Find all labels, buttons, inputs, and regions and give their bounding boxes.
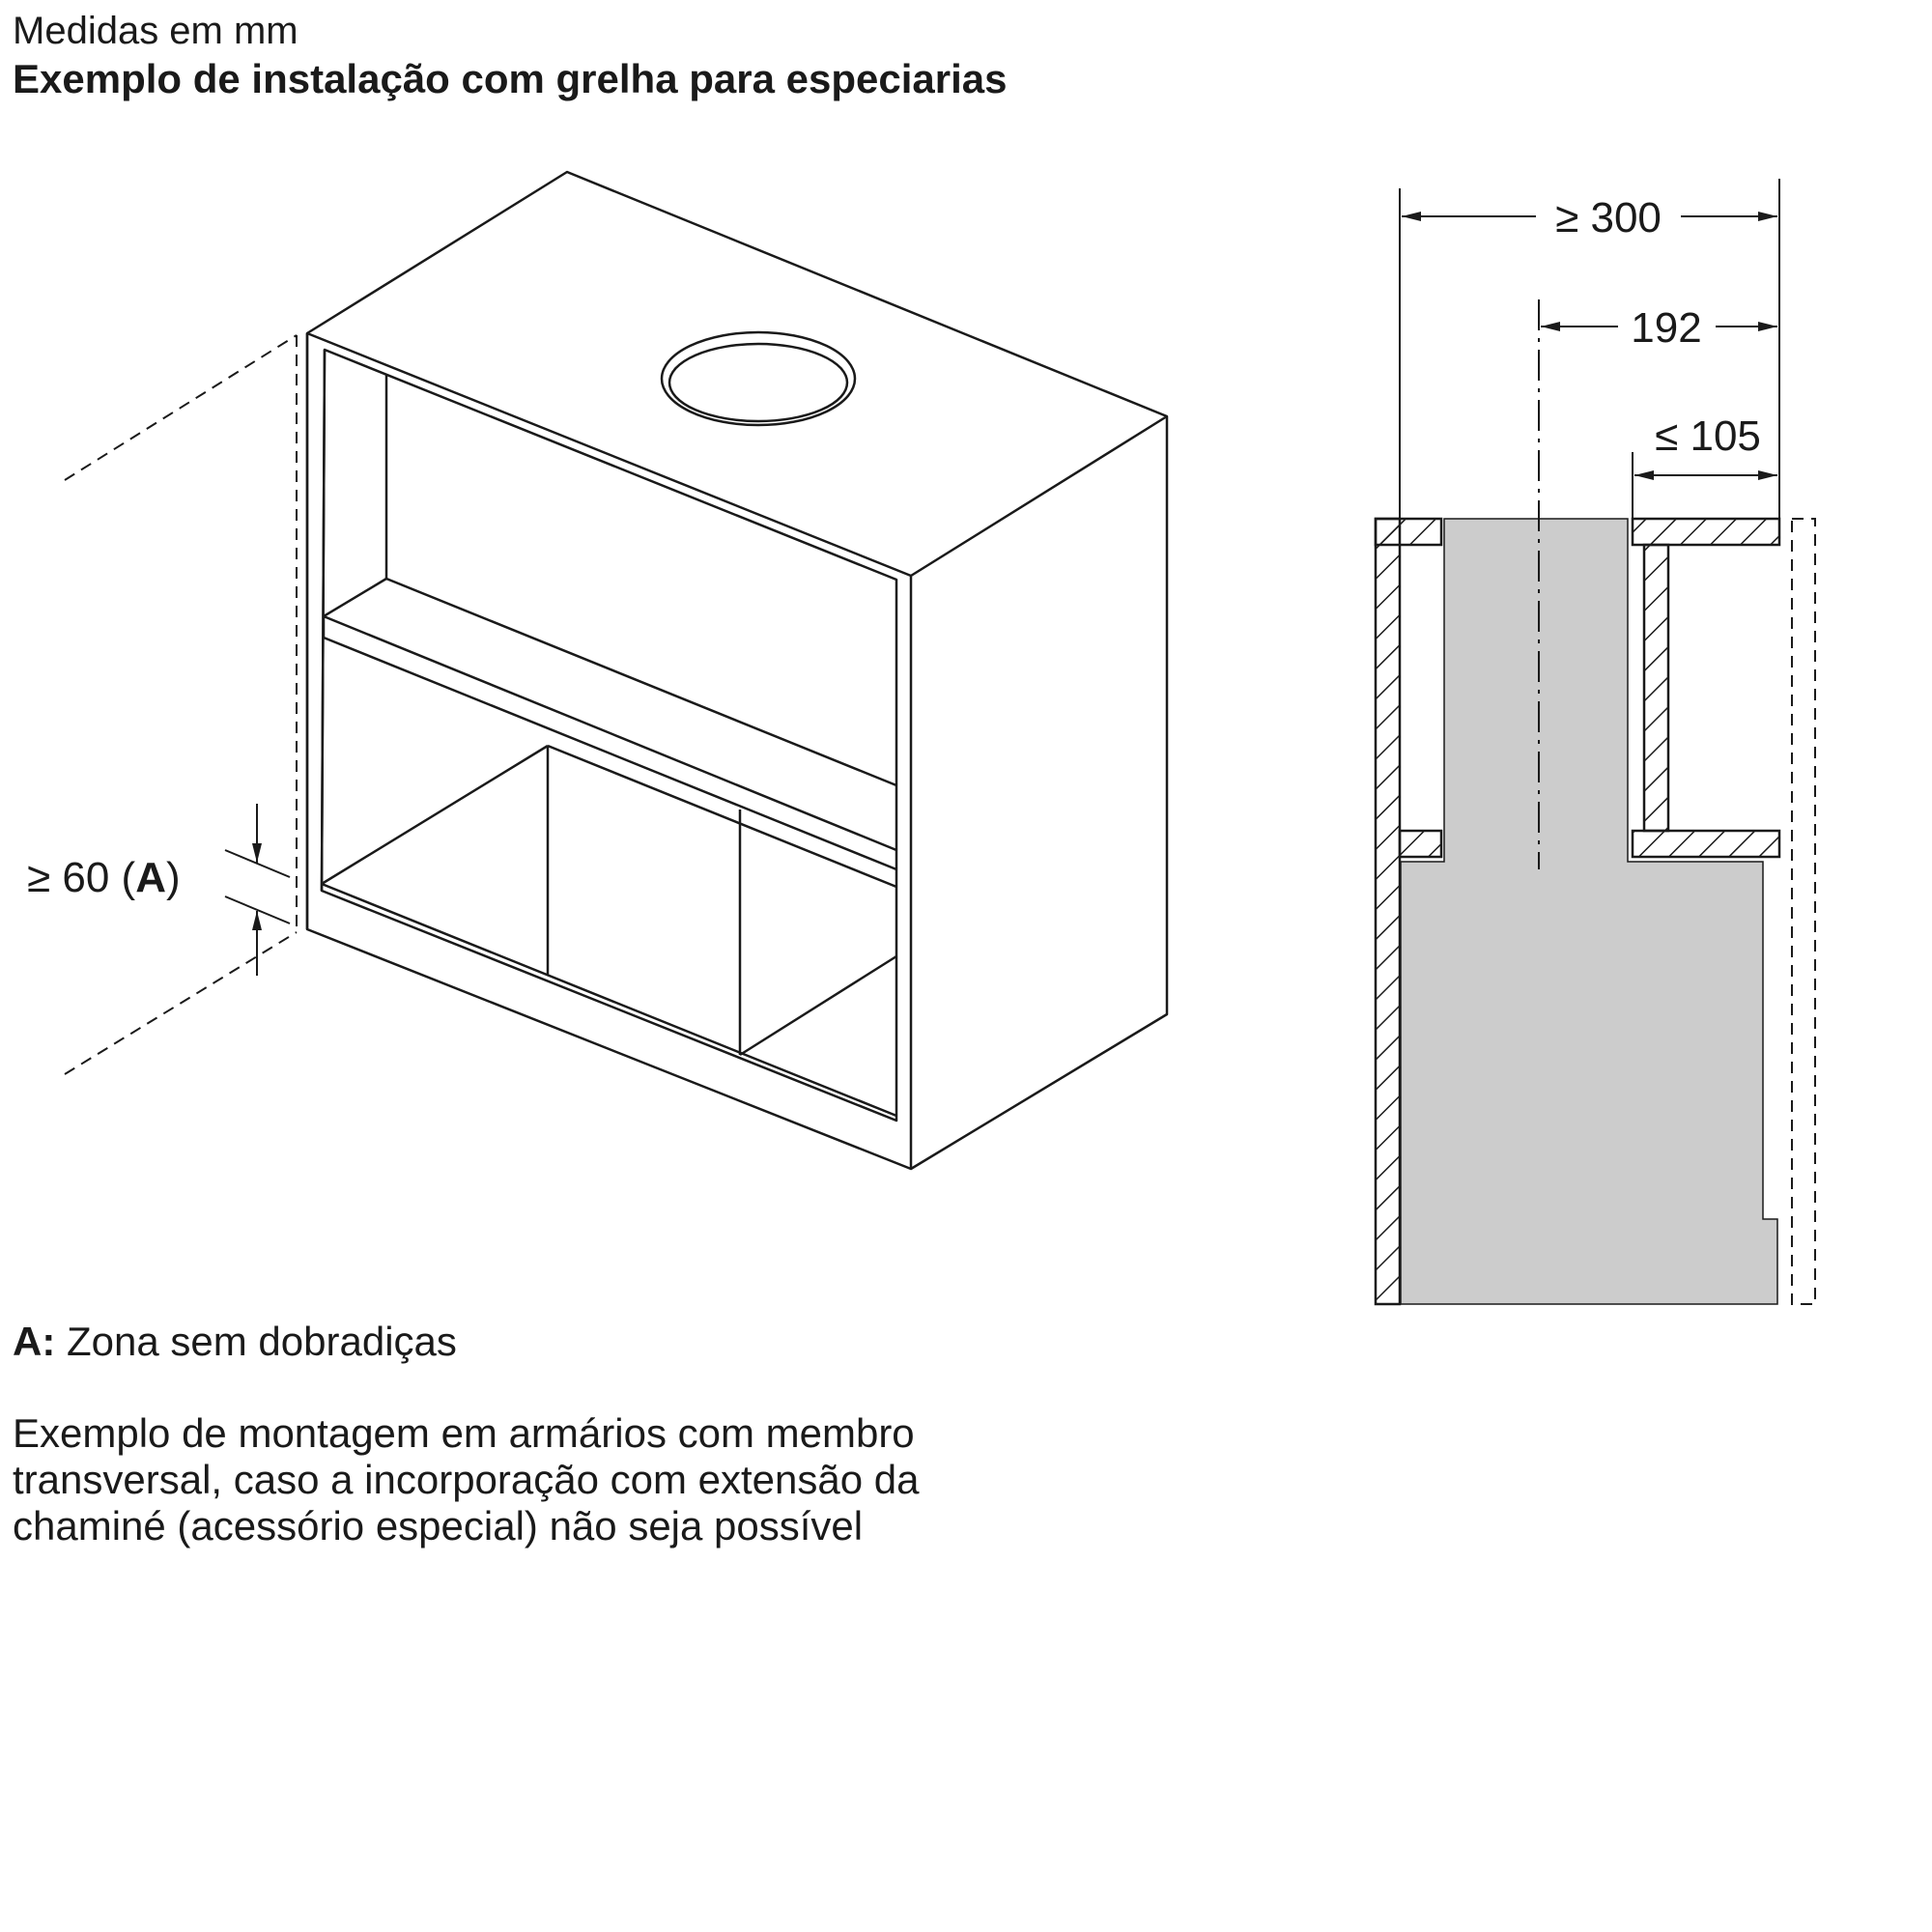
cabinet-top-panel [1633,519,1779,545]
note-line: Exemplo de montagem em armários com membro [13,1410,915,1456]
dim-105-label: ≤ 105 [1655,412,1761,460]
legend [13,1317,457,1367]
duct-opening [662,332,855,425]
cabinet-door [1792,519,1815,1304]
legend-key: A: [13,1319,56,1364]
cabinet-isometric [307,172,1167,1169]
note-line: transversal, caso a incorporação com extensão da [13,1457,920,1502]
cabinet-bottom-panel [1633,831,1779,857]
dim-60-marker [225,804,290,976]
lower-shelf [322,746,896,1116]
hood-body [1401,519,1777,1304]
wall-outline [65,335,297,1074]
legend-text: Zona sem dobradiças [67,1319,457,1364]
cabinet-inner-frame [322,350,896,1121]
wall-panel [1376,519,1400,1304]
cabinet-side-panel [1644,545,1668,831]
section-view [1376,179,1815,1304]
cabinet-outline [307,172,1167,1169]
upper-shelf [324,579,896,869]
dim-60-label: ≥ 60 (A) [27,854,181,901]
dim-192-label: 192 [1631,304,1702,352]
page-title: Exemplo de instalação com grelha para especiarias [13,56,1008,101]
cabinet-front-edges [307,333,1167,1169]
units-label: Medidas em mm [13,10,298,52]
note-line: chaminé (acessório especial) não seja possível [13,1503,864,1548]
dim-300-label: ≥ 300 [1555,194,1662,242]
installation-note [13,1410,1123,1549]
